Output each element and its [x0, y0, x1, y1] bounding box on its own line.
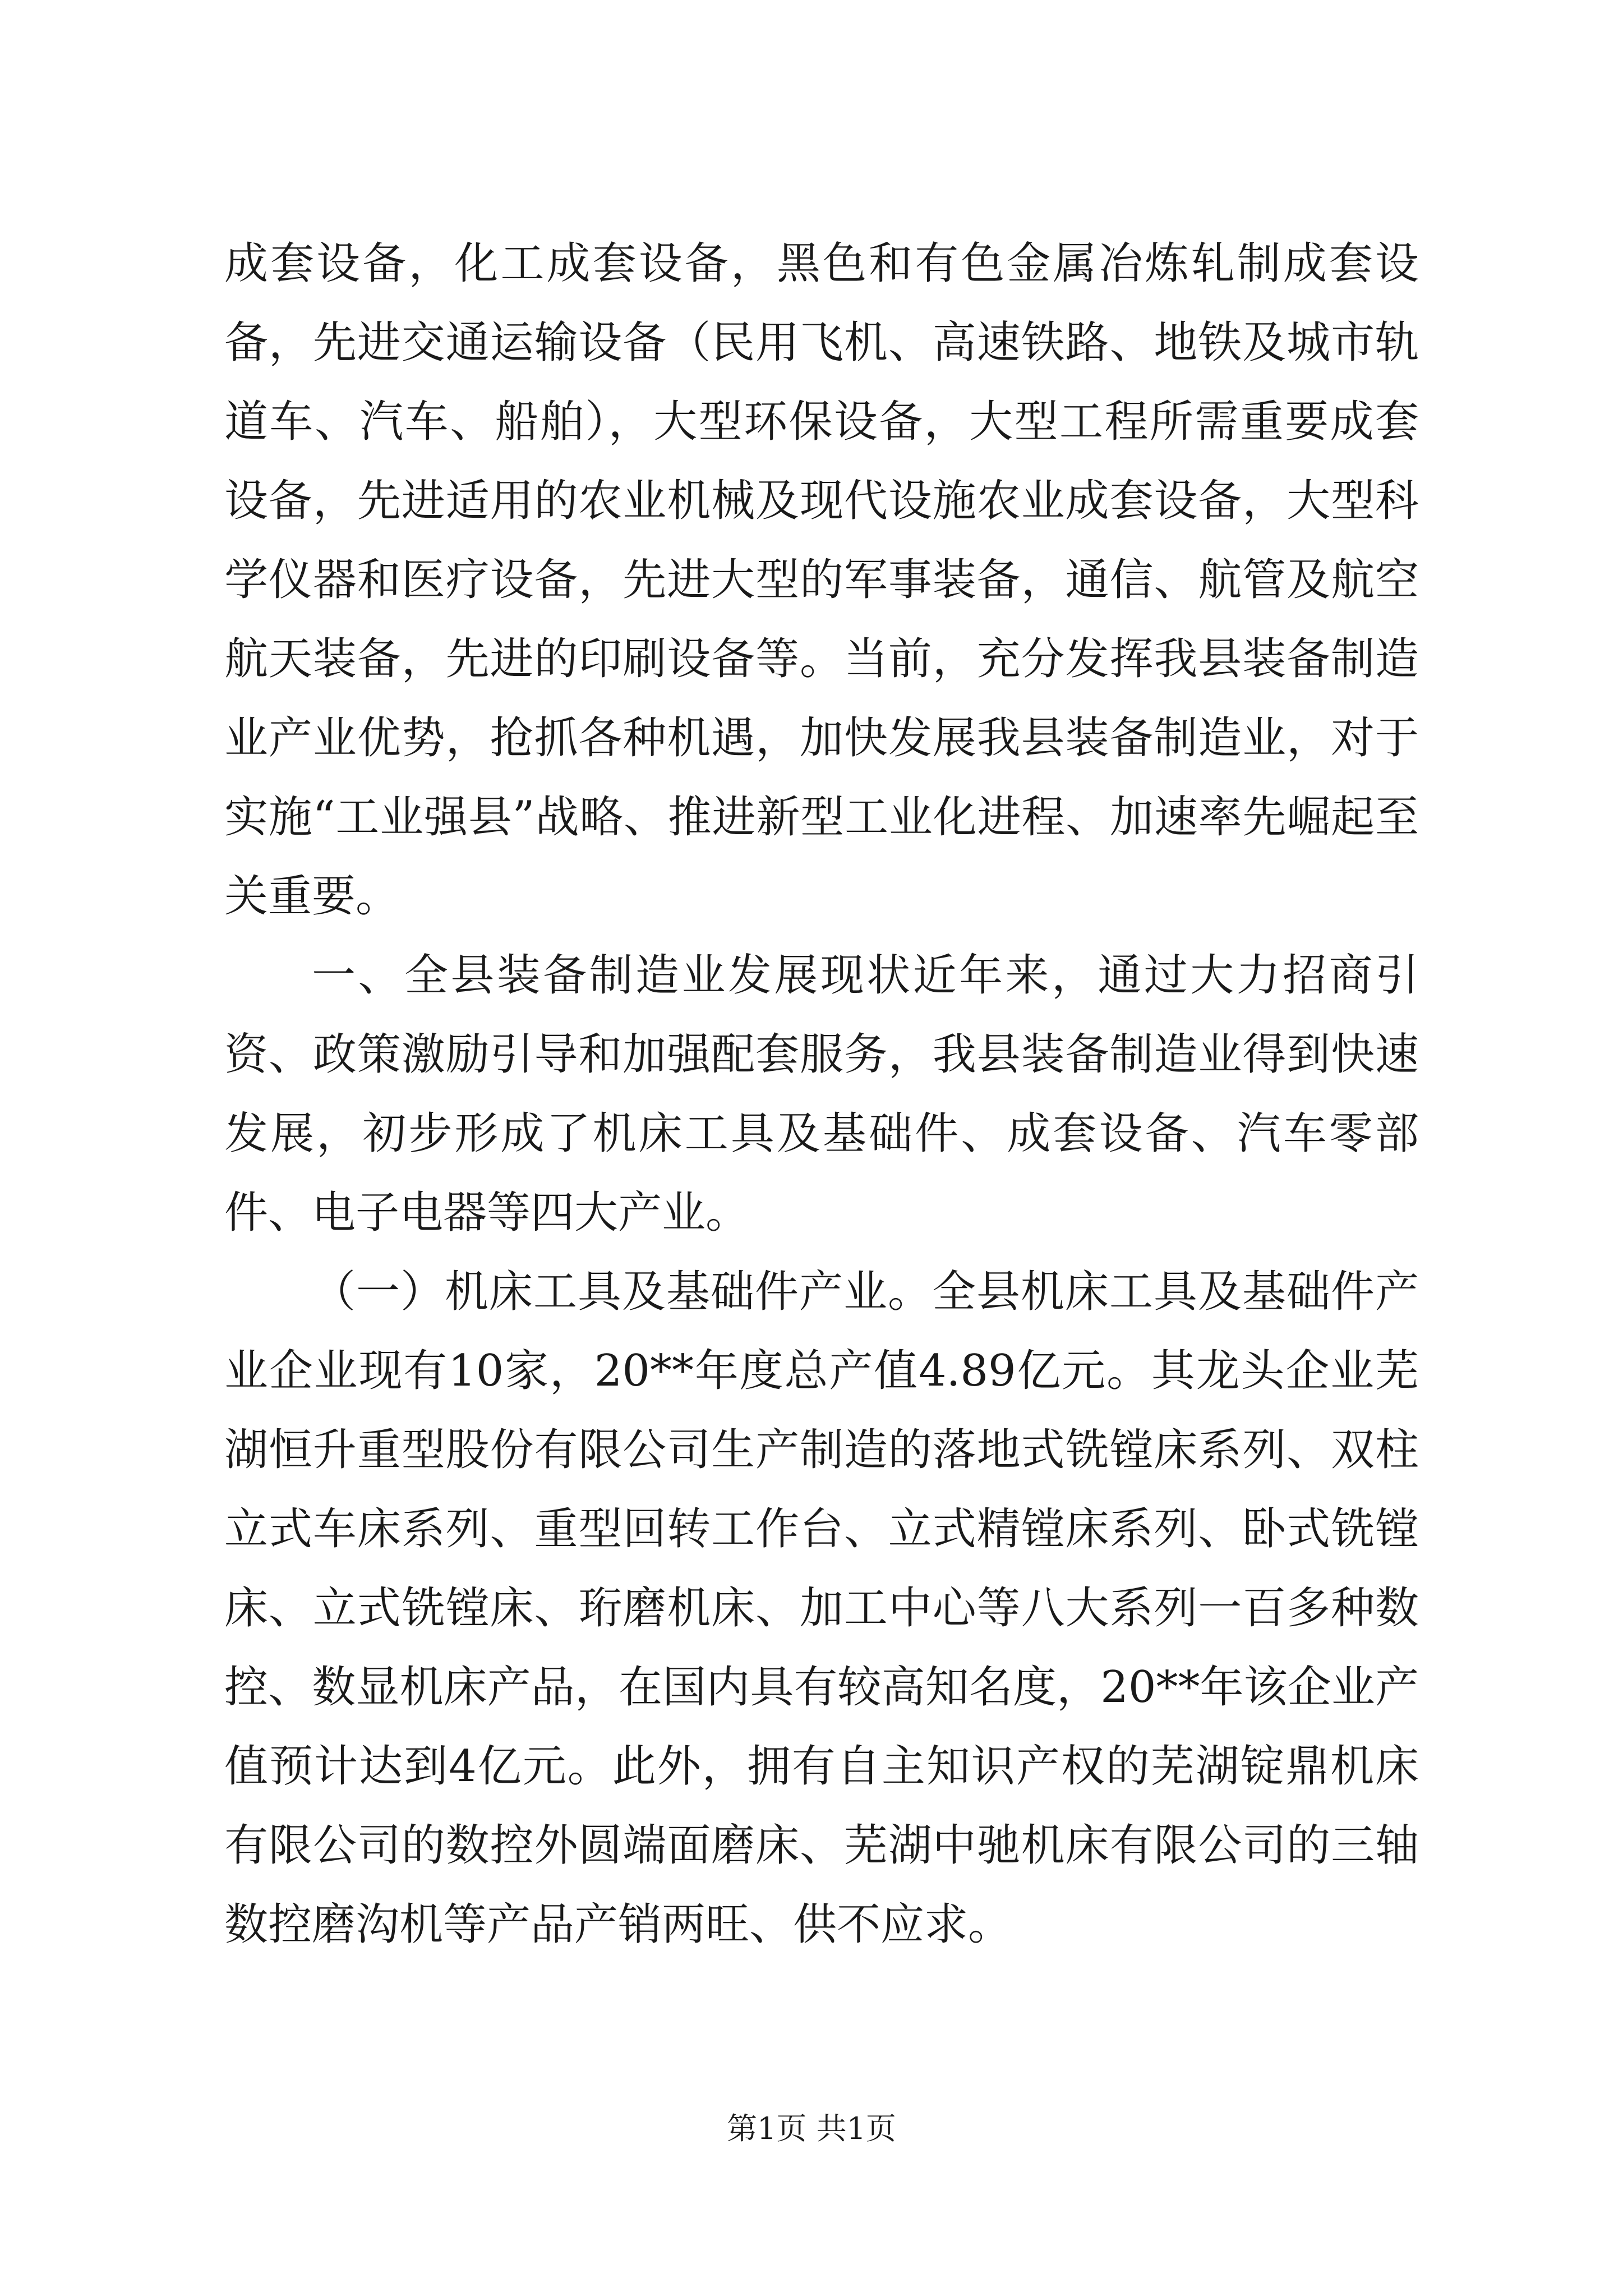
paragraph-subsection-one: （一）机床工具及基础件产业。全县机床工具及基础件产业企业现有10家，20**年度总产值4.89亿元。其龙头企业芜湖恒升重型股份有限公司生产制造的落地式铣镗床系列、双柱立式车床系列、重型回转工作台、立式精镗床系列、卧式铣镗床、立式铣镗床、珩磨机床、加工中心等八大系列一百多种数控、数显机床产品，在国内具有较高知名度，20**年该企业产值预计达到4亿元。此外，拥有自主知识产权的芜湖锭鼎机床有限公司的数控外圆端面磨床、芜湖中驰机床有限公司的三轴数控磨沟机等产品产销两旺、供不应求。: [224, 1267, 1419, 1950]
page-footer: 第1页 共1页: [727, 2111, 896, 2146]
paragraph-section-one: 一、全县装备制造业发展现状近年来，通过大力招商引资、政策激励引导和加强配套服务，我县装备制造业得到快速发展，初步形成了机床工具及基础件、成套设备、汽车零部件、电子电器等四大产业。: [224, 950, 1419, 1238]
document-body: [224, 224, 1419, 1964]
paragraph-continuation: 成套设备，化工成套设备，黑色和有色金属冶炼轧制成套设备，先进交通运输设备（民用飞机、高速铁路、地铁及城市轨道车、汽车、船舶），大型环保设备，大型工程所需重要成套设备，先进适用的农业机械及现代设施农业成套设备，大型科学仪器和医疗设备，先进大型的军事装备，通信、航管及航空航天装备，先进的印刷设备等。当前，充分发挥我县装备制造业产业优势，抢抓各种机遇，加快发展我县装备制造业，对于实施“工业强县”战略、推进新型工业化进程、加速率先崛起至关重要。: [224, 238, 1419, 922]
